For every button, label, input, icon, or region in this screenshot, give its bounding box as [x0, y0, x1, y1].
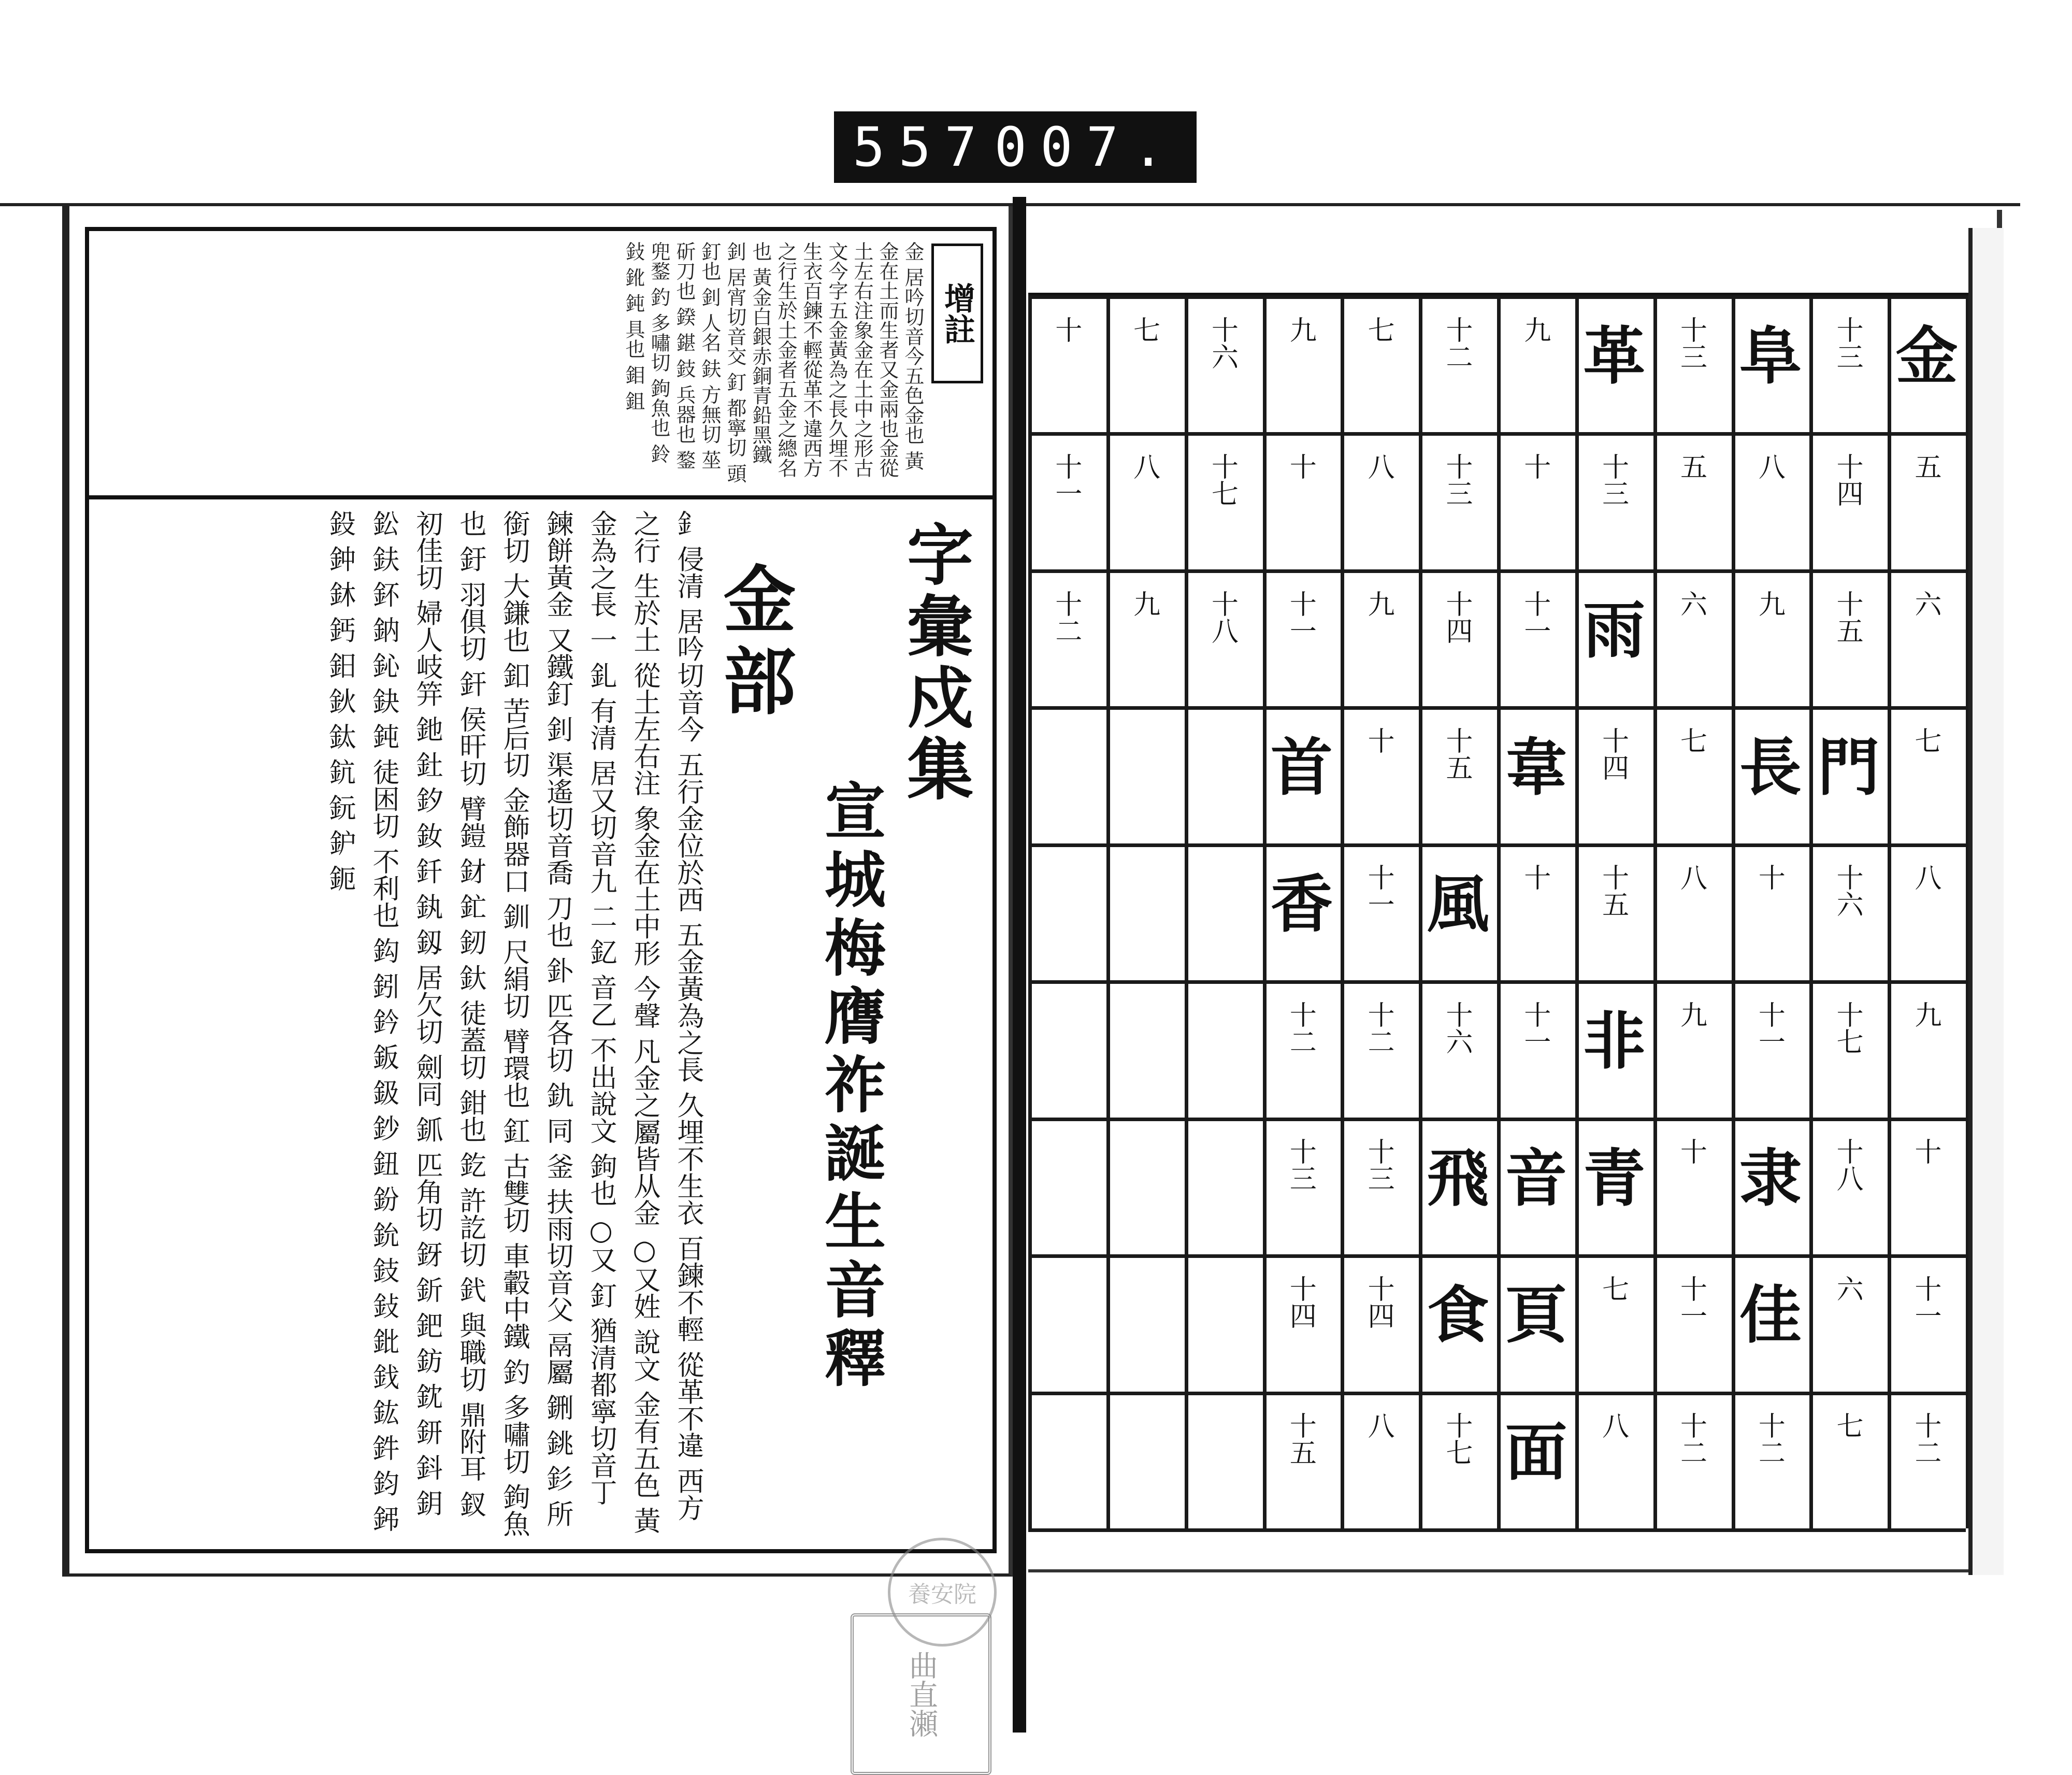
stroke-count-number: 十二 — [1675, 1412, 1707, 1466]
stroke-count-number: 六 — [1675, 590, 1707, 617]
stroke-count-number: 八 — [1753, 453, 1785, 480]
stroke-count-number: 八 — [1910, 864, 1941, 891]
stroke-count-number: 十六 — [1206, 316, 1238, 370]
stroke-count-number: 十 — [1519, 864, 1550, 891]
stroke-count-number: 十四 — [1832, 453, 1863, 507]
grid-column-line — [1575, 295, 1579, 1528]
stroke-count-number: 十四 — [1285, 1275, 1316, 1329]
stroke-count-number: 十三 — [1832, 316, 1863, 370]
stroke-count-number: 十七 — [1206, 453, 1238, 507]
stroke-count-number: 八 — [1363, 453, 1394, 480]
radical-character: 長 — [1739, 731, 1802, 804]
gloss-tag: 增註 — [931, 244, 983, 383]
dictionary-entries: 釒 侵清 居吟切音今 五行金位於西 五金黃為之長 久埋不生衣 百鍊不輕 從革不違 西方之行 生於土 從土左右注 象金在土中形 今聲 凡金之屬皆从金 ○又姓 說文 金有五色 黃金為之長 一 釓 有清 居又切音九 二 釔 音乙 不出說文 鉤也 ○又 釘 猶清都寧切音丁 鍊餅黃金 又鐵釘 釗 渠遙切音喬 刀也 釙 匹各切 釚 同 釜 扶雨切音父 鬲屬 鉶 銚 釤 所銜切 大鎌也 釦 苦后切 金飾器口 釧 尺絹切 臂環也 釭 古雙切 車轂中鐵 釣 多嘯切 鉤魚也 釪 羽俱切 釬 侯旰切 臂鎧 釮 釯 釰 釱 徒蓋切 鉗也 釳 許訖切 釴 與職切 鼎附耳 釵 初佳切 婦人岐笄 釶 釷 釸 釹 釺 釻 釼 居欠切 劍同 釽 匹角切 釾 釿 鈀 鈁 鈂 鈃 鈄 鈅 鈆 鈇 鈈 鈉 鈊 鈌 鈍 徒困切 不利也 鈎 鈏 鈐 鈑 鈒 鈔 鈕 鈖 鈗 鈘 鈙 鈚 鈛 鈜 鈝 鈞 鈟 鈠 鈡 鈢 鈣 鈤 鈥 鈦 鈧 鈨 鈩 鈪 — [324, 510, 703, 1537]
radical-character: 門 — [1817, 731, 1880, 804]
stroke-count-number: 十 — [1753, 864, 1785, 891]
stroke-count-number: 九 — [1128, 590, 1160, 617]
grid-column-line — [1809, 295, 1813, 1528]
stroke-count-number: 十一 — [1910, 1275, 1941, 1329]
page-edge — [1968, 228, 2004, 1575]
radical-character: 雨 — [1583, 594, 1646, 667]
stroke-count-number: 九 — [1285, 316, 1316, 343]
stroke-count-number: 十 — [1910, 1138, 1941, 1165]
grid-column-line — [1341, 295, 1344, 1528]
stroke-count-number: 十三 — [1597, 453, 1629, 507]
radical-character: 香 — [1270, 867, 1333, 941]
ownership-seal: 曲直瀬 — [851, 1613, 991, 1775]
stroke-count-number: 十三 — [1363, 1138, 1394, 1192]
stroke-count-number: 十 — [1285, 453, 1316, 480]
stroke-count-number: 十 — [1363, 727, 1394, 754]
gloss-text: 金 居吟切音今五色金也 黃金在土而生者又金兩也金從土左右注象金在土中之形古文今字五金黃為之長久埋不生衣百鍊不輕從革不違西方之行生於土金者五金之總名也 黃金白銀赤銅青鉛黑鐵 釗 居宵切音交 釘 都寧切 頭釘也 釗 人名 鈇 方無切 莝斫刀也 鍨 鍖 鈘 兵器也 鍪 兜鍪 釣 多嘯切 鉤魚也 鈴 鈙 鈋 鈍 具也 鉬 鉏 — [622, 241, 924, 483]
left-page — [62, 206, 1013, 1738]
radical-character: 飛 — [1427, 1141, 1489, 1215]
gloss-band — [89, 231, 992, 499]
radical-character: 音 — [1505, 1141, 1567, 1215]
stroke-count-number: 九 — [1519, 316, 1550, 343]
stroke-count-number: 十七 — [1832, 1000, 1863, 1055]
author-line: 宣城梅膺祚誕生音釋 — [814, 779, 886, 1395]
stroke-count-number: 七 — [1597, 1275, 1629, 1302]
grid-column-line — [1028, 295, 1032, 1528]
stroke-count-number: 十一 — [1753, 1000, 1785, 1055]
radical-character: 頁 — [1505, 1279, 1567, 1352]
radical-character: 革 — [1583, 320, 1646, 393]
radical-index-grid — [1028, 295, 1966, 1528]
stroke-count-number: 十七 — [1441, 1412, 1472, 1466]
grid-column-line — [1888, 295, 1891, 1528]
stroke-count-number: 十五 — [1441, 727, 1472, 781]
grid-column-line — [1185, 295, 1188, 1528]
stroke-count-number: 八 — [1597, 1412, 1629, 1439]
radical-character: 面 — [1505, 1415, 1567, 1489]
stroke-count-number: 十一 — [1050, 453, 1082, 507]
stroke-count-number: 九 — [1753, 590, 1785, 617]
stroke-count-number: 五 — [1910, 453, 1941, 480]
stroke-count-number: 七 — [1128, 316, 1160, 343]
stroke-count-number: 十 — [1519, 453, 1550, 480]
radical-character: 風 — [1427, 867, 1489, 941]
grid-row-line — [1028, 1528, 1966, 1532]
stroke-count-number: 十五 — [1832, 590, 1863, 644]
stroke-count-number: 十四 — [1441, 590, 1472, 644]
stroke-count-number: 十一 — [1519, 590, 1550, 644]
stroke-count-number: 十二 — [1363, 1000, 1394, 1055]
stroke-count-number: 十二 — [1441, 316, 1472, 370]
stroke-count-number: 十六 — [1832, 864, 1863, 918]
stroke-count-number: 十二 — [1753, 1412, 1785, 1466]
stroke-count-number: 十一 — [1285, 590, 1316, 644]
stroke-count-number: 八 — [1363, 1412, 1394, 1439]
book-gutter — [1013, 197, 1026, 1733]
radical-character: 金 — [1895, 320, 1958, 393]
stroke-count-number: 十二 — [1050, 590, 1082, 644]
stroke-count-number: 七 — [1910, 727, 1941, 754]
stroke-count-number: 九 — [1910, 1000, 1941, 1028]
radical-character: 阜 — [1739, 320, 1802, 393]
stroke-count-number: 十二 — [1285, 1000, 1316, 1055]
stroke-count-number: 十三 — [1285, 1138, 1316, 1192]
stroke-count-number: 七 — [1675, 727, 1707, 754]
stroke-count-number: 九 — [1363, 590, 1394, 617]
stroke-count-number: 十一 — [1675, 1275, 1707, 1329]
stroke-count-number: 十四 — [1363, 1275, 1394, 1329]
radical-character: 青 — [1583, 1141, 1646, 1215]
stroke-count-number: 七 — [1832, 1412, 1863, 1439]
stroke-count-number: 十五 — [1597, 864, 1629, 918]
radical-heading: 金部 — [711, 562, 796, 725]
call-number-label — [834, 111, 1197, 183]
stroke-count-number: 十 — [1675, 1138, 1707, 1165]
stroke-count-number: 十 — [1050, 316, 1082, 343]
call-number-left: 557 — [853, 116, 990, 179]
stroke-count-number: 十二 — [1910, 1412, 1941, 1466]
stroke-count-number: 七 — [1363, 316, 1394, 343]
book-title: 字彙戍集 — [896, 520, 973, 806]
stroke-count-number: 十八 — [1832, 1138, 1863, 1192]
stroke-count-number: 五 — [1675, 453, 1707, 480]
radical-character: 非 — [1583, 1005, 1646, 1078]
stroke-count-number: 十一 — [1363, 864, 1394, 918]
stroke-count-number: 十一 — [1519, 1000, 1550, 1055]
grid-column-line — [1653, 295, 1657, 1528]
stroke-count-number: 八 — [1128, 453, 1160, 480]
stroke-count-number: 六 — [1832, 1275, 1863, 1302]
stroke-count-number: 十三 — [1441, 453, 1472, 507]
radical-character: 食 — [1427, 1279, 1489, 1352]
stroke-count-number: 九 — [1675, 1000, 1707, 1028]
radical-character: 首 — [1270, 731, 1333, 804]
radical-character: 佳 — [1739, 1279, 1802, 1352]
stroke-count-number: 六 — [1910, 590, 1941, 617]
radical-character: 隶 — [1739, 1141, 1802, 1215]
right-page — [1028, 210, 2002, 1572]
stroke-count-number: 十四 — [1597, 727, 1629, 781]
grid-column-line — [1106, 295, 1110, 1528]
library-stamp: 養安院 — [888, 1538, 997, 1647]
stroke-count-number: 十八 — [1206, 590, 1238, 644]
call-number-right: 007. — [994, 116, 1178, 179]
stroke-count-number: 八 — [1675, 864, 1707, 891]
stroke-count-number: 十六 — [1441, 1000, 1472, 1055]
stroke-count-number: 十三 — [1675, 316, 1707, 370]
radical-character: 韋 — [1505, 731, 1567, 804]
stroke-count-number: 十五 — [1285, 1412, 1316, 1466]
